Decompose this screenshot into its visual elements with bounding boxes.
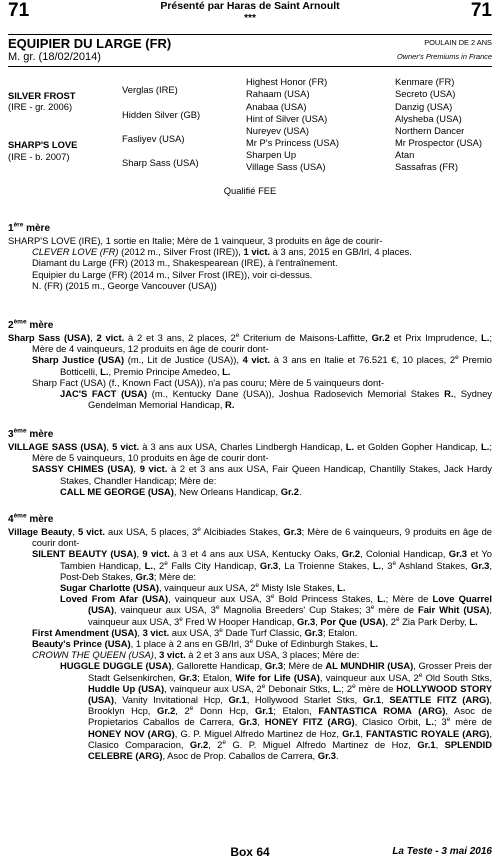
gen3-4: Hint of Silver (USA) <box>246 113 328 124</box>
gen4-2: Secreto (USA) <box>395 88 456 99</box>
third-dam-text: VILLAGE SASS (USA), 5 vict. à 3 ans aux USA, Charles Lindbergh Handicap, L. et Golden Gopher Handicap, L.; Mère de 5 vainqueurs, 10 produits en âge de courir dont- <box>8 441 492 464</box>
gen3-6: Mr P's Princess (USA) <box>246 137 339 148</box>
produce-4: N. (FR) (2015 m., George Vancouver (USA)) <box>32 279 217 291</box>
rating-stars: *** <box>244 13 256 24</box>
first-dam-text: SHARP'S LOVE (IRE), 1 sortie en Italie; Mère de 1 vainqueur, 3 produits en âge de courir- <box>8 235 383 246</box>
sire-name: SILVER FROST <box>8 90 76 101</box>
call-me-george: CALL ME GEORGE (USA), New Orleans Handicap, Gr.2. <box>60 485 302 497</box>
gen3-3: Anabaa (USA) <box>246 101 307 112</box>
produce-3: Equipier du Large (FR) (2014 m., Silver Frost (IRE)), voir ci-dessus. <box>32 268 313 280</box>
qualification: Qualifié FEE <box>223 185 277 196</box>
first-amendment: First Amendment (USA), 3 vict. aux USA, 3e Dade Turf Classic, Gr.3; Etalon. <box>32 626 358 638</box>
color-dob: M. gr. (18/02/2014) <box>8 51 101 63</box>
crown-the-queen: CROWN THE QUEEN (USA), 3 vict. à 2 et 3 ans aux USA, 3 places; Mère de: <box>32 649 360 661</box>
presenter: Présenté par Haras de Saint Arnoult <box>160 0 340 12</box>
gen3-1: Highest Honor (FR) <box>246 76 328 87</box>
fourth-dam-section <box>8 514 492 761</box>
second-dam-section <box>8 320 492 410</box>
divider-pedigree <box>8 66 492 67</box>
sale-date: La Teste - 3 mai 2016 <box>392 846 492 857</box>
produce-2: Diamant du Large (FR) (2013 m., Shakespearean (IRE), à l'entraînement. <box>32 257 338 269</box>
huggle-duggle: HUGGLE DUGGLE (USA), Gallorette Handicap, Gr.3; Mère de AL MUNDHIR (USA), Grosser Preis der Stadt Gelsenkirchen, Gr.3; Etalon, Wife for Life (USA), vainqueur aux USA, 2e Old South Stks, Huddle Up (USA), vainqueur aux USA, 2e Debonair Stks, L.; 2e mère de HOLLYWOOD STORY (USA), Vanity Invitational Hcp, Gr.1, Hollywood Starlet Stks, Gr.1, SEATTLE FITZ (ARG), Brooklyn Hcp, Gr.2, 2e Donn Hcp, Gr.1; Etalon, FANTASTICA ROMA (ARG), Asoc de Propietarios Caballos de Carrera, Gr.3, HONEY FITZ (ARG), Clasico Orbit, L.; 3e mère de HONEY NOV (ARG), G. P. Miguel Alfredo Martinez de Hoz, Gr.1, FANTASTIC ROYALE (ARG), Clasico Comparacion, Gr.2, 2e G. P. Miguel Alfredo Martinez de Hoz, Gr.1, SPLENDID CELEBRE (ARG), Asoc de Prop. Caballos de Carrera, Gr.3. <box>60 660 492 762</box>
third-dam-section <box>8 429 492 497</box>
horse-name: EQUIPIER DU LARGE (FR) <box>8 36 172 51</box>
gen4-3: Danzig (USA) <box>395 101 453 112</box>
sassy-chimes: SASSY CHIMES (USA), 9 vict. à 2 et 3 ans aux USA, Fair Queen Handicap, Chantilly Stakes, Jack Hardy Stakes, Chandler Handicap; Mère de: <box>32 463 492 486</box>
gen4-8: Sassafras (FR) <box>395 161 459 172</box>
gen4-4: Alysheba (USA) <box>395 113 462 124</box>
gen3-5: Nureyev (USA) <box>246 125 310 136</box>
gen4-7: Atan <box>395 149 415 160</box>
first-dam-section <box>8 223 492 291</box>
dam-origin: (IRE - b. 2007) <box>8 151 70 162</box>
loved-from-afar: Loved From Afar (USA), vainqueur aux USA, 3e Bold Princess Stakes, L.; Mère de Love Quarrel (USA), vainqueur aux USA, 3e Magnolia Breeders' Cup Stakes; 3e mère de Fair Whit (USA), vainqueur aux USA, 3e Fred W Hooper Handicap, Gr.3, Por Que (USA), 2e Zia Park Derby, L. <box>60 593 492 627</box>
owner-premiums: Owner's Premiums in France <box>396 52 492 61</box>
sire-sire: Verglas (IRE) <box>122 84 178 95</box>
second-dam-text: Sharp Sass (USA), 2 vict. à 2 et 3 ans, 2 places, 2e Criterium de Maisons-Laffitte, Gr.2 et Prix Imprudence, L.; Mère de 4 vainqueurs, 12 produits en âge de courir dont- <box>8 331 492 355</box>
silent-beauty: SILENT BEAUTY (USA), 9 vict. à 3 et 4 ans aux USA, Kentucky Oaks, Gr.2, Colonial Handicap, Gr.3 et Yo Tambien Handicap, L., 2e Falls City Handicap, Gr.3, La Troienne Stakes, L., 3e Ashland Stakes, Gr.3, Post-Deb Stakes, Gr.3; Mère de: <box>32 548 492 582</box>
dam-sire: Fasliyev (USA) <box>122 133 185 144</box>
lot-number-left: 71 <box>8 0 30 21</box>
box-number: Box 64 <box>230 845 270 859</box>
dam-name: SHARP'S LOVE <box>8 139 78 150</box>
beautys-prince: Beauty's Prince (USA), 1 place à 2 ans en GB/Irl, 3e Duke of Edinburgh Stakes, L. <box>32 637 379 650</box>
dam-dam: Sharp Sass (USA) <box>122 157 199 168</box>
sharp-fact: Sharp Fact (USA) (f., Known Fact (USA)), n'a pas couru; Mère de 5 vainqueurs dont- <box>32 376 384 388</box>
gen4-6: Mr Prospector (USA) <box>395 137 482 148</box>
third-dam-title: 3ème mère <box>8 427 54 440</box>
sire-origin: (IRE - gr. 2006) <box>8 101 73 112</box>
gen3-8: Village Sass (USA) <box>246 161 326 172</box>
fourth-dam-text: Village Beauty, 5 vict. aux USA, 5 places, 3e Alcibiades Stakes, Gr.3; Mère de 6 vainqueurs, 9 produits en âge de courir dont- <box>8 525 493 549</box>
lot-number-right: 71 <box>470 0 492 21</box>
divider-top <box>8 34 492 35</box>
sex-age: POULAIN DE 2 ANS <box>424 38 492 47</box>
gen4-1: Kenmare (FR) <box>395 76 455 87</box>
fourth-dam-title: 4ème mère <box>8 512 54 525</box>
gen4-5: Northern Dancer <box>395 125 465 136</box>
gen3-7: Sharpen Up <box>246 149 297 160</box>
second-dam-title: 2ème mère <box>8 318 54 331</box>
first-dam-title: 1ère mère <box>8 221 51 234</box>
jacs-fact: JAC'S FACT (USA) (m., Kentucky Dane (USA)), Joshua Radosevich Memorial Stakes R., Sydney Gendelman Memorial Handicap, R. <box>60 388 492 411</box>
sharp-justice: Sharp Justice (USA) (m., Lit de Justice (USA)), 4 vict. à 3 ans en Italie et 76.521 €, 10 places, 2e Premio Botticelli, L., Premio Principe Amedeo, L. <box>32 354 493 377</box>
sugar-charlotte: Sugar Charlotte (USA), vainqueur aux USA, 2e Misty Isle Stakes, L. <box>60 581 346 594</box>
gen3-2: Rahaam (USA) <box>246 88 310 99</box>
produce-1: CLEVER LOVE (FR) (2012 m., Silver Frost (IRE)), 1 vict. à 3 ans, 2015 en GB/Irl, 4 places. <box>32 246 412 258</box>
sire-dam: Hidden Silver (GB) <box>122 109 201 120</box>
